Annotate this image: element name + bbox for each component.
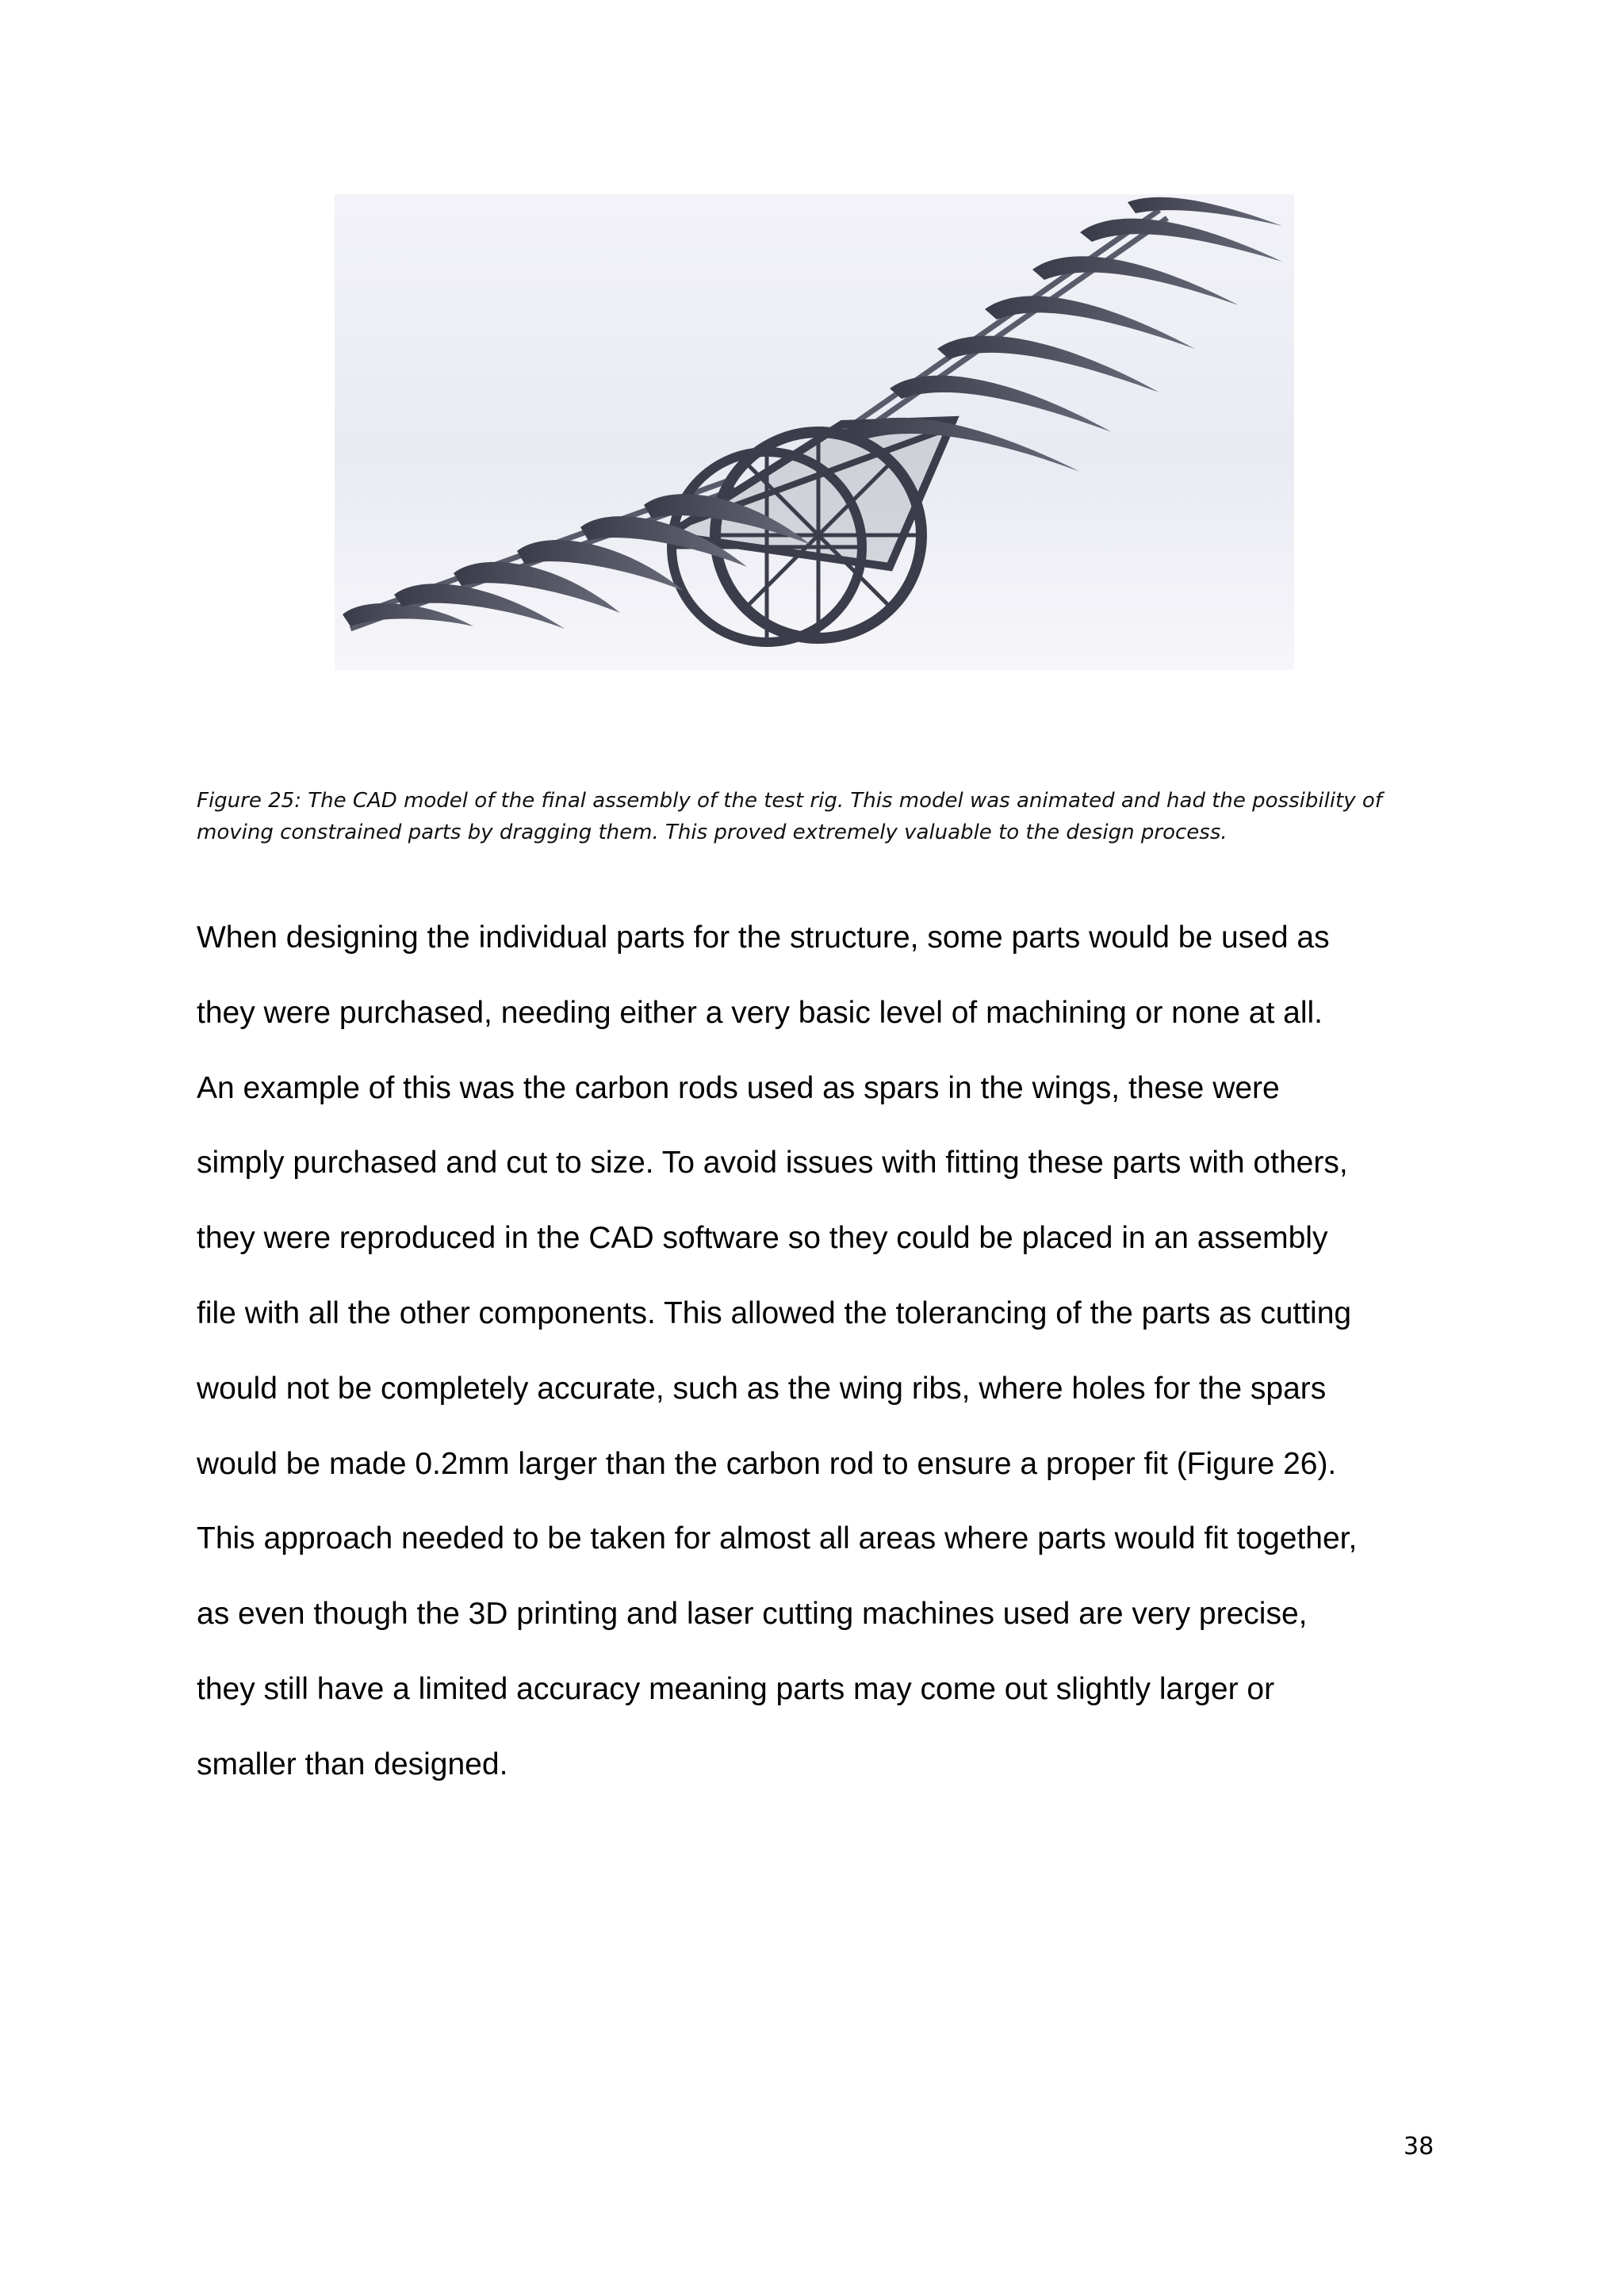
paragraph-line: This approach needed to be taken for almost all areas where parts would fit together,: [197, 1521, 1358, 1556]
page-number: 38: [1404, 2133, 1434, 2160]
paragraph-line: file with all the other components. This allowed the tolerancing of the parts as cutting: [197, 1295, 1352, 1330]
paragraph-line: they still have a limited accuracy meaning parts may come out slightly larger or: [197, 1671, 1275, 1706]
paragraph-line: they were reproduced in the CAD software so they could be placed in an assembly: [197, 1221, 1328, 1256]
caption-line: Figure 25: The CAD model of the final assembly of the test rig. This model was animated and had the possibility of: [197, 789, 1382, 813]
paragraph-line: simply purchased and cut to size. To avoid issues with fitting these parts with others,: [197, 1146, 1348, 1181]
right-wing-ribs: [842, 197, 1282, 472]
figure-caption: [197, 785, 1465, 848]
paragraph-line: When designing the individual parts for the structure, some parts would be used as: [197, 920, 1330, 955]
paragraph-line: An example of this was the carbon rods used as spars in the wings, these were: [197, 1070, 1280, 1105]
drive-frame: [668, 420, 953, 642]
body-paragraph: [197, 901, 1450, 1803]
paragraph-line: smaller than designed.: [197, 1747, 508, 1781]
caption-line: moving constrained parts by dragging them. This proved extremely valuable to the design process.: [197, 821, 1228, 844]
paragraph-line: would be made 0.2mm larger than the carbon rod to ensure a proper fit (Figure 26).: [197, 1446, 1337, 1481]
paragraph-line: they were purchased, needing either a very basic level of machining or none at all.: [197, 995, 1323, 1030]
paragraph-line: as even though the 3D printing and laser cutting machines used are very precise,: [197, 1597, 1308, 1632]
paragraph-line: would not be completely accurate, such as the wing ribs, where holes for the spars: [197, 1371, 1327, 1406]
cad-assembly-illustration: [335, 194, 1294, 670]
cad-model-figure: [335, 194, 1294, 670]
